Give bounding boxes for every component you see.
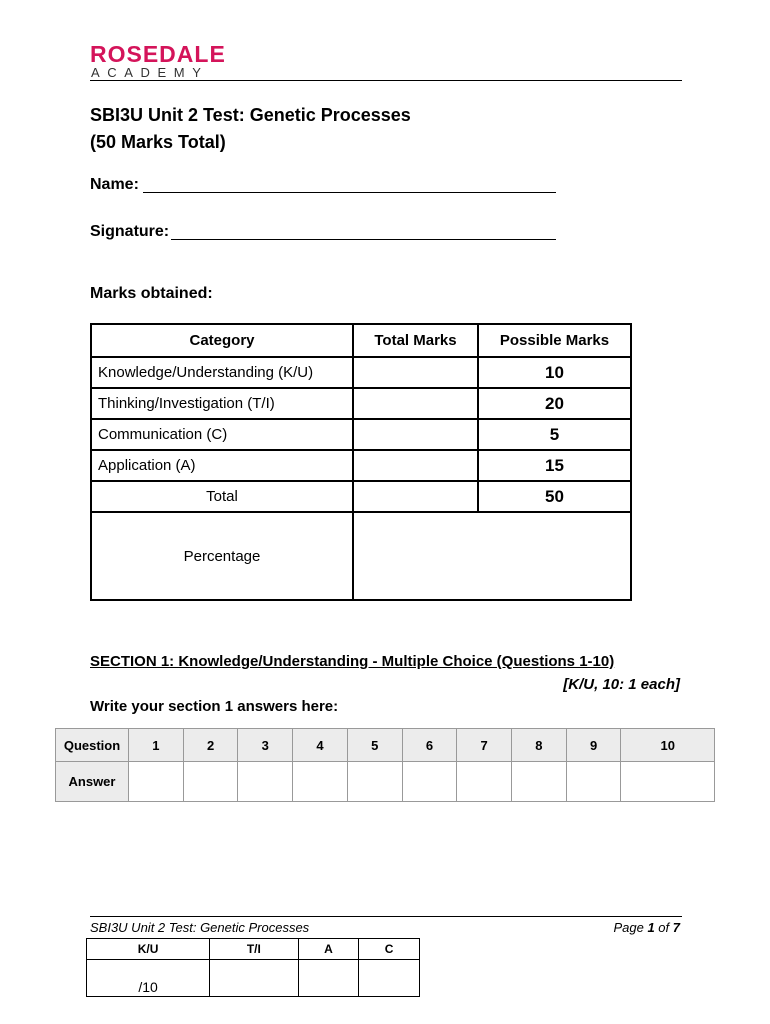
- marks-table-header: [91, 324, 631, 357]
- signature-field: [90, 222, 169, 242]
- table-row: [91, 357, 631, 388]
- score-header-a: A: [298, 939, 359, 960]
- percentage-label: Percentage: [91, 512, 353, 600]
- percentage-value-cell[interactable]: [353, 512, 631, 600]
- question-number: 8: [512, 729, 567, 762]
- signature-label: Signature:: [90, 223, 170, 240]
- table-row: [91, 388, 631, 419]
- header-possible-marks: Possible Marks: [478, 324, 631, 357]
- marks-table: [90, 323, 632, 601]
- score-table: [86, 938, 420, 997]
- page-current: 1: [647, 920, 655, 935]
- answer-label: Answer: [56, 762, 129, 802]
- question-number: 4: [293, 729, 348, 762]
- question-number: 7: [457, 729, 512, 762]
- header-category: Category: [91, 324, 353, 357]
- total-marks-cell[interactable]: [353, 450, 478, 481]
- table-row: [91, 450, 631, 481]
- possible-marks-cell: 15: [478, 450, 631, 481]
- total-row: [91, 481, 631, 512]
- answer-row: [56, 762, 715, 802]
- answer-cell[interactable]: [347, 762, 402, 802]
- category-cell: Application (A): [91, 450, 353, 481]
- total-marks-cell[interactable]: [353, 419, 478, 450]
- table-row: [91, 419, 631, 450]
- document-title: [90, 102, 411, 156]
- signature-line[interactable]: [171, 239, 556, 240]
- section-1-title: SECTION 1: Knowledge/Understanding - Multiple Choice (Questions 1-10): [90, 653, 615, 670]
- score-ku-cell[interactable]: /10: [87, 960, 210, 997]
- category-cell: Knowledge/Understanding (K/U): [91, 357, 353, 388]
- answer-cell[interactable]: [293, 762, 348, 802]
- answer-cell[interactable]: [129, 762, 184, 802]
- category-cell: Communication (C): [91, 419, 353, 450]
- logo-academy: ACADEMY: [91, 65, 209, 80]
- title-line-2: (50 Marks Total): [90, 132, 226, 152]
- marks-obtained-label: Marks obtained:: [90, 285, 213, 302]
- page-total: 7: [672, 920, 680, 935]
- answer-cell[interactable]: [621, 762, 715, 802]
- possible-marks-cell: 20: [478, 388, 631, 419]
- score-header-ku: K/U: [87, 939, 210, 960]
- question-number: 10: [621, 729, 715, 762]
- score-value-row: [87, 960, 420, 997]
- page-of: of: [658, 920, 670, 935]
- title-line-1: SBI3U Unit 2 Test: Genetic Processes: [90, 105, 411, 125]
- question-number: 5: [347, 729, 402, 762]
- total-marks-cell[interactable]: [353, 357, 478, 388]
- header-total-marks: Total Marks: [353, 324, 478, 357]
- answer-cell[interactable]: [183, 762, 238, 802]
- question-number: 2: [183, 729, 238, 762]
- question-number: 6: [402, 729, 457, 762]
- category-cell: Thinking/Investigation (T/I): [91, 388, 353, 419]
- answer-cell[interactable]: [238, 762, 293, 802]
- answer-table: [55, 728, 715, 802]
- answer-cell[interactable]: [457, 762, 512, 802]
- name-field: [90, 175, 139, 195]
- answer-cell[interactable]: [566, 762, 621, 802]
- possible-marks-cell: 10: [478, 357, 631, 388]
- section-1-instruction: Write your section 1 answers here:: [90, 698, 339, 715]
- score-header-ti: T/I: [210, 939, 298, 960]
- page-number: [613, 920, 680, 935]
- total-marks-cell[interactable]: [353, 481, 478, 512]
- total-marks-cell[interactable]: [353, 388, 478, 419]
- name-line[interactable]: [143, 192, 556, 193]
- footer-divider: [90, 916, 682, 917]
- score-c-cell[interactable]: [359, 960, 420, 997]
- question-number: 3: [238, 729, 293, 762]
- section-1-weight: [K/U, 10: 1 each]: [563, 676, 680, 693]
- footer-course: SBI3U Unit 2 Test: Genetic Processes: [90, 920, 310, 935]
- question-label: Question: [56, 729, 129, 762]
- possible-marks-cell: 5: [478, 419, 631, 450]
- answer-cell[interactable]: [512, 762, 567, 802]
- question-number: 9: [566, 729, 621, 762]
- page-prefix: Page: [613, 920, 644, 935]
- question-number: 1: [129, 729, 184, 762]
- total-possible-cell: 50: [478, 481, 631, 512]
- total-label: Total: [91, 481, 353, 512]
- logo-rosedale: ROSEDALE: [90, 41, 226, 67]
- score-header-row: [87, 939, 420, 960]
- header-divider: [90, 80, 682, 81]
- answer-cell[interactable]: [402, 762, 457, 802]
- name-label: Name:: [90, 176, 139, 193]
- score-a-cell[interactable]: [298, 960, 359, 997]
- score-header-c: C: [359, 939, 420, 960]
- percentage-row: [91, 512, 631, 600]
- score-ti-cell[interactable]: [210, 960, 298, 997]
- question-row: [56, 729, 715, 762]
